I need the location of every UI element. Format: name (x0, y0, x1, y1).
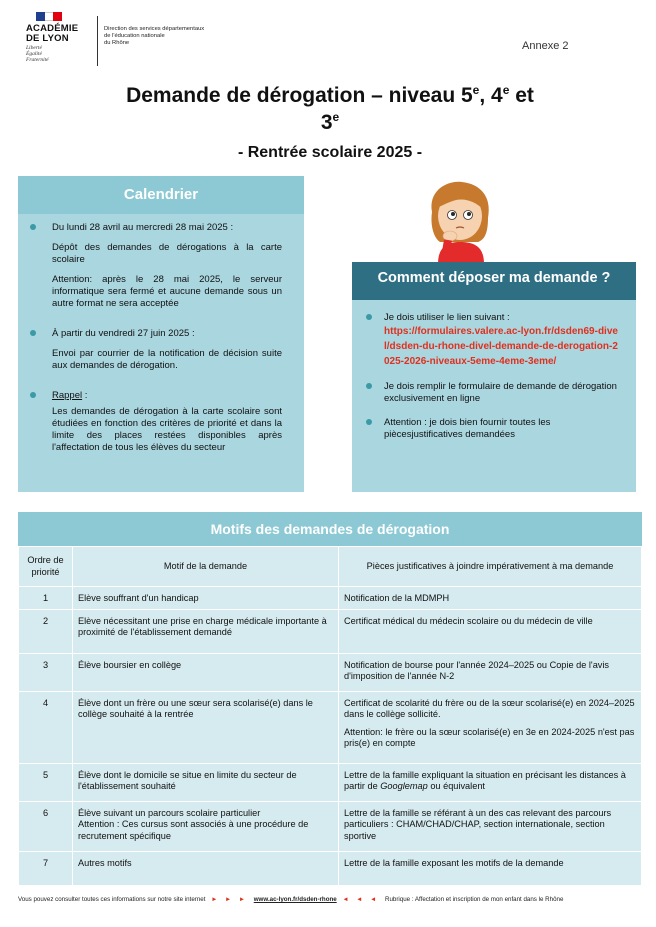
pieces-cell (339, 763, 642, 801)
calendar-heading: Calendrier (18, 176, 304, 214)
thinking-girl-illustration (418, 178, 502, 264)
title-sup1: e (472, 83, 480, 97)
motto-fraternite: Fraternité (26, 57, 49, 63)
priority-cell: 6 (19, 801, 73, 851)
how-heading: Comment déposer ma demande ? (352, 262, 636, 300)
bullet-icon (366, 314, 372, 320)
motif-cell: Élève boursier en collège (73, 653, 339, 691)
bullet-icon (366, 419, 372, 425)
direction-label (104, 26, 234, 47)
how-item (352, 381, 636, 405)
pieces-cell: Notification de la MDMPH (339, 587, 642, 610)
table-row (19, 609, 642, 653)
calendar-item (18, 328, 304, 372)
table-row (19, 851, 642, 885)
pieces-cell: Lettre de la famille exposant les motifs de la demande (339, 851, 642, 885)
calendar-item-lead-wrap (52, 390, 282, 402)
title-part2: , 4 (479, 84, 503, 107)
pieces-cell (339, 691, 642, 763)
calendar-item-text: Dépôt des demandes de dérogations à la carte scolaire (52, 242, 282, 265)
french-flag-icon (36, 12, 62, 21)
title-part3: et (509, 84, 534, 107)
annexe-label: Annexe 2 (522, 40, 569, 52)
pieces-text-b: ou équivalent (427, 781, 485, 791)
calendar-item-note: Attention: après le 28 mai 2025, le serveur informatique sera fermé et aucune demande sous un autre format ne sera acceptée (52, 274, 282, 309)
priority-cell: 1 (19, 587, 73, 610)
footer-suffix: Rubrique : Affectation et inscription de mon enfant dans le Rhône (384, 896, 564, 903)
pieces-text-em: Googlemap (380, 781, 428, 791)
motifs-heading: Motifs des demandes de dérogation (18, 512, 642, 546)
motifs-section (18, 512, 642, 882)
footer-site-link[interactable]: www.ac-lyon.fr/dsden-rhone (253, 896, 337, 903)
title-sup2: e (502, 83, 510, 97)
calendar-item (18, 390, 304, 454)
how-to-submit-box (352, 262, 636, 492)
pieces-cell: Lettre de la famille se référant à un des cas relevant des parcours particuliers : CHAM/CHAD/CHAP, section internationale, section sportive (339, 801, 642, 851)
motif-text: Élève suivant un parcours scolaire particulier (78, 807, 261, 818)
motif-cell: Elève nécessitant une prise en charge médicale importante à proximité de l'établissement demandé (73, 609, 339, 653)
page-subtitle: - Rentrée scolaire 2025 - (237, 144, 423, 161)
motto (26, 45, 90, 63)
bullet-icon (30, 330, 36, 336)
table-row (19, 763, 642, 801)
how-item-text: Attention : je dois bien fournir toutes les piècesjustificatives demandées (384, 417, 551, 440)
direction-line1: Direction des services départementaux (104, 26, 205, 32)
table-header-row (19, 547, 642, 587)
academie-logo (26, 12, 90, 63)
priority-cell: 2 (19, 609, 73, 653)
table-row (19, 801, 642, 851)
how-item (352, 417, 636, 441)
page-title (70, 82, 590, 136)
calendar-item-lead: À partir du vendredi 27 juin 2025 : (52, 328, 195, 339)
motifs-table (18, 546, 642, 886)
pieces-note: Attention: le frère ou la sœur scolarisé(e) en 3e en 2024-2025 n'est pas pris(e) en compte (344, 726, 635, 748)
motif-cell: Autres motifs (73, 851, 339, 885)
calendar-item-text: Les demandes de dérogation à la carte scolaire sont étudiées en fonction des critères de priorité et dans la limite des places restées disponibles après l'affectation de tous les élèves du secteur (52, 406, 282, 453)
pieces-text: Certificat de scolarité du frère ou de la sœur scolarisé(e) en 2024–2025 dans le collège sollicité. (344, 697, 635, 719)
title-part1: Demande de dérogation – niveau 5 (126, 84, 473, 107)
calendar-item (18, 222, 304, 310)
calendar-item-lead: Du lundi 28 avril au mercredi 28 mai 2025 : (52, 222, 234, 233)
arrow-left-icons: ◄ ◄ ◄ (342, 896, 380, 903)
title-sup3: e (332, 110, 340, 124)
direction-line3: du Rhône (104, 40, 130, 46)
direction-line2: de l'éducation nationale (104, 33, 165, 39)
calendar-item-lead: Rappel (52, 390, 83, 401)
motif-cell: Elève souffrant d'un handicap (73, 587, 339, 610)
motto-liberte: Liberté (26, 45, 42, 51)
footer-prefix: Vous pouvez consulter toutes ces informations sur notre site internet (18, 896, 206, 903)
pieces-cell: Notification de bourse pour l'année 2024–2025 ou Copie de l'avis d'imposition de l'année N-2 (339, 653, 642, 691)
calendar-body (18, 222, 304, 462)
column-header-pieces: Pièces justificatives à joindre impérativement à ma demande (339, 547, 642, 587)
pieces-cell: Certificat médical du médecin scolaire ou du médecin de ville (339, 609, 642, 653)
header-divider (97, 16, 98, 66)
motto-egalite: Égalité (26, 51, 42, 57)
column-header-motif: Motif de la demande (73, 547, 339, 587)
logo-line2: DE LYON (26, 33, 69, 44)
how-body (352, 312, 636, 453)
priority-cell: 7 (19, 851, 73, 885)
priority-cell: 4 (19, 691, 73, 763)
how-item-text: Je dois remplir le formulaire de demande de dérogation exclusivement en ligne (384, 381, 617, 404)
logo-line1: ACADÉMIE (26, 23, 79, 34)
arrow-right-icons: ► ► ► (211, 896, 248, 903)
table-row (19, 653, 642, 691)
motif-cell: Élève dont un frère ou une sœur sera scolarisé(e) dans le collège souhaité à la rentrée (73, 691, 339, 763)
bullet-icon (30, 224, 36, 230)
calendar-box (18, 176, 304, 492)
bullet-icon (30, 392, 36, 398)
how-item-text: Je dois utiliser le lien suivant : (384, 312, 510, 323)
table-row (19, 691, 642, 763)
bullet-icon (366, 383, 372, 389)
table-row (19, 587, 642, 610)
priority-cell: 5 (19, 763, 73, 801)
priority-cell: 3 (19, 653, 73, 691)
pieces-text-a: Lettre de la famille expliquant la situation en précisant les distances à partir de (344, 769, 626, 791)
page-header (0, 0, 656, 80)
title-part4: 3 (320, 111, 333, 134)
form-link[interactable]: https://formulaires.valere.ac-lyon.fr/dsden69-divel/dsden-du-rhone-divel-demande-de-derogation-2025-2026-niveaux-5eme-4eme-3eme/ (384, 326, 618, 367)
motif-note: Attention : Ces cursus sont associés à une procédure de recrutement spécifique (78, 819, 309, 841)
calendar-item-text: Envoi par courrier de la notification de décision suite aux demandes de dérogation. (52, 348, 282, 371)
column-header-priority: Ordre de priorité (19, 547, 73, 587)
how-item (352, 312, 636, 369)
calendar-item-lead-suffix: : (82, 390, 88, 401)
page-footer (18, 896, 642, 903)
motif-cell (73, 801, 339, 851)
motif-cell: Élève dont le domicile se situe en limite du secteur de l'établissement souhaité (73, 763, 339, 801)
